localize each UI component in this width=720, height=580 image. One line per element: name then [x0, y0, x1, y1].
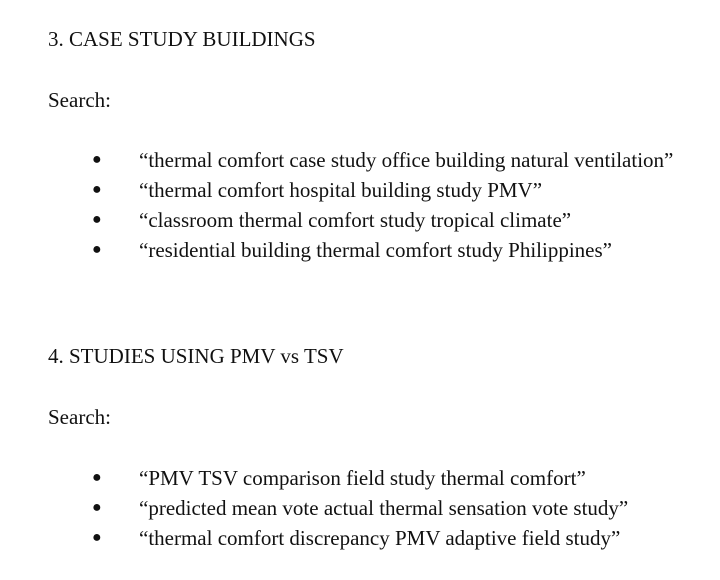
bullet-icon: ● [92, 241, 102, 258]
list-item [48, 493, 719, 523]
bullet-icon: ● [92, 181, 102, 198]
bullet-icon: ● [92, 151, 102, 168]
search-label: Search: [48, 88, 111, 112]
list-item [48, 205, 699, 235]
search-query-text: “PMV TSV comparison field study thermal comfort” [139, 466, 586, 490]
search-query-list [48, 463, 708, 553]
search-query-text: “thermal comfort case study office building natural ventilation” [139, 148, 674, 172]
search-label: Search: [48, 405, 111, 429]
bullet-icon: ● [92, 211, 102, 228]
list-item [48, 523, 719, 553]
search-query-text: “residential building thermal comfort study Philippines” [139, 238, 612, 262]
bullet-icon: ● [92, 499, 102, 516]
bullet-icon: ● [92, 469, 102, 486]
list-item [48, 175, 699, 205]
list-item [48, 463, 719, 493]
search-query-text: “thermal comfort discrepancy PMV adaptive field study” [139, 526, 621, 550]
search-query-text: “classroom thermal comfort study tropical climate” [139, 208, 572, 232]
search-query-text: “predicted mean vote actual thermal sensation vote study” [139, 496, 629, 520]
search-query-list [48, 145, 708, 265]
section-heading-pmv-vs-tsv: 4. STUDIES USING PMV vs TSV [48, 344, 344, 368]
list-item [48, 235, 699, 265]
bullet-icon: ● [92, 529, 102, 546]
list-item [48, 145, 699, 175]
search-query-text: “thermal comfort hospital building study PMV” [139, 178, 543, 202]
section-heading-case-study-buildings: 3. CASE STUDY BUILDINGS [48, 27, 316, 51]
